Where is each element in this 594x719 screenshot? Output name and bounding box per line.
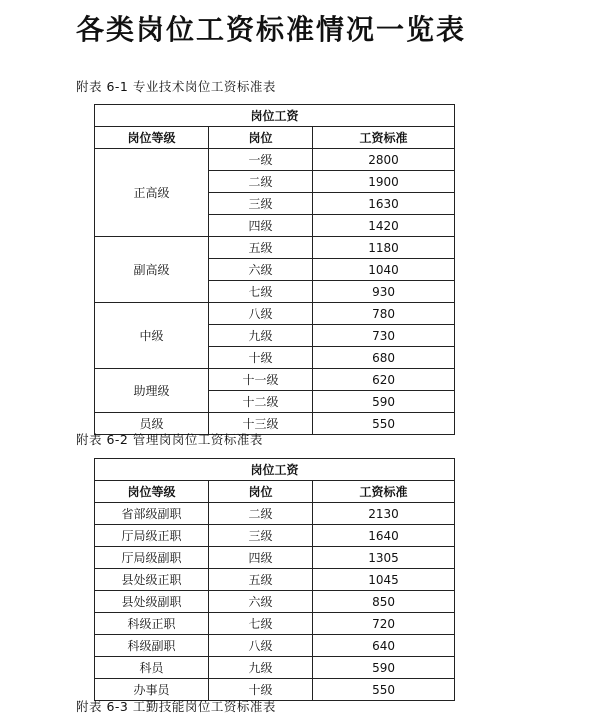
grade-cell: 员级	[95, 413, 209, 435]
salary-cell: 730	[313, 325, 455, 347]
post-cell: 六级	[209, 259, 313, 281]
post-cell: 十二级	[209, 391, 313, 413]
table-row	[95, 591, 455, 613]
post-cell: 四级	[209, 215, 313, 237]
salary-cell: 850	[313, 591, 455, 613]
table-row	[95, 369, 455, 391]
table-row	[95, 303, 455, 325]
table1-col-post: 岗位	[209, 127, 313, 149]
post-cell: 五级	[209, 237, 313, 259]
grade-cell: 副高级	[95, 237, 209, 303]
table1-column-header-row	[95, 127, 455, 149]
salary-cell: 640	[313, 635, 455, 657]
salary-cell: 1640	[313, 525, 455, 547]
table2-group-header: 岗位工资	[95, 459, 455, 481]
table-row	[95, 679, 455, 701]
grade-cell: 科级副职	[95, 635, 209, 657]
salary-cell: 590	[313, 391, 455, 413]
salary-cell: 1045	[313, 569, 455, 591]
salary-cell: 1180	[313, 237, 455, 259]
post-cell: 八级	[209, 635, 313, 657]
table2-col-grade: 岗位等级	[95, 481, 209, 503]
table-row	[95, 657, 455, 679]
salary-cell: 550	[313, 679, 455, 701]
grade-cell: 科级正职	[95, 613, 209, 635]
grade-cell: 办事员	[95, 679, 209, 701]
salary-cell: 1305	[313, 547, 455, 569]
table-row	[95, 525, 455, 547]
salary-cell: 590	[313, 657, 455, 679]
grade-cell: 助理级	[95, 369, 209, 413]
table3-caption: 附表 6-3 工勤技能岗位工资标准表	[76, 699, 276, 714]
table-row	[95, 635, 455, 657]
table1-caption: 附表 6-1 专业技术岗位工资标准表	[76, 79, 276, 94]
table-row	[95, 613, 455, 635]
post-cell: 三级	[209, 193, 313, 215]
post-cell: 十级	[209, 679, 313, 701]
grade-cell: 厅局级正职	[95, 525, 209, 547]
post-cell: 三级	[209, 525, 313, 547]
table2-group-header-row	[95, 459, 455, 481]
management-salary-table	[94, 458, 455, 701]
grade-cell: 县处级正职	[95, 569, 209, 591]
professional-salary-table	[94, 104, 455, 435]
table1-group-header-row	[95, 105, 455, 127]
post-cell: 九级	[209, 325, 313, 347]
post-cell: 六级	[209, 591, 313, 613]
grade-cell: 科员	[95, 657, 209, 679]
post-cell: 二级	[209, 171, 313, 193]
table2-col-salary: 工资标准	[313, 481, 455, 503]
post-cell: 二级	[209, 503, 313, 525]
grade-cell: 县处级副职	[95, 591, 209, 613]
salary-cell: 780	[313, 303, 455, 325]
table1-col-salary: 工资标准	[313, 127, 455, 149]
post-cell: 八级	[209, 303, 313, 325]
table-row	[95, 237, 455, 259]
grade-cell: 正高级	[95, 149, 209, 237]
salary-cell: 2130	[313, 503, 455, 525]
salary-cell: 1420	[313, 215, 455, 237]
table-row	[95, 503, 455, 525]
table2-column-header-row	[95, 481, 455, 503]
salary-cell: 2800	[313, 149, 455, 171]
post-cell: 九级	[209, 657, 313, 679]
post-cell: 五级	[209, 569, 313, 591]
post-cell: 七级	[209, 613, 313, 635]
salary-cell: 1630	[313, 193, 455, 215]
salary-cell: 930	[313, 281, 455, 303]
post-cell: 十级	[209, 347, 313, 369]
salary-cell: 1900	[313, 171, 455, 193]
salary-cell: 620	[313, 369, 455, 391]
table-row	[95, 547, 455, 569]
table-row	[95, 149, 455, 171]
salary-cell: 680	[313, 347, 455, 369]
post-cell: 一级	[209, 149, 313, 171]
table2-caption: 附表 6-2 管理岗岗位工资标准表	[76, 432, 263, 447]
post-cell: 十一级	[209, 369, 313, 391]
post-cell: 四级	[209, 547, 313, 569]
table2-col-post: 岗位	[209, 481, 313, 503]
table1-col-grade: 岗位等级	[95, 127, 209, 149]
grade-cell: 中级	[95, 303, 209, 369]
grade-cell: 省部级副职	[95, 503, 209, 525]
salary-cell: 550	[313, 413, 455, 435]
salary-cell: 720	[313, 613, 455, 635]
table1-group-header: 岗位工资	[95, 105, 455, 127]
salary-cell: 1040	[313, 259, 455, 281]
post-cell: 十三级	[209, 413, 313, 435]
grade-cell: 厅局级副职	[95, 547, 209, 569]
page-title: 各类岗位工资标准情况一览表	[76, 13, 467, 46]
post-cell: 七级	[209, 281, 313, 303]
table-row	[95, 569, 455, 591]
